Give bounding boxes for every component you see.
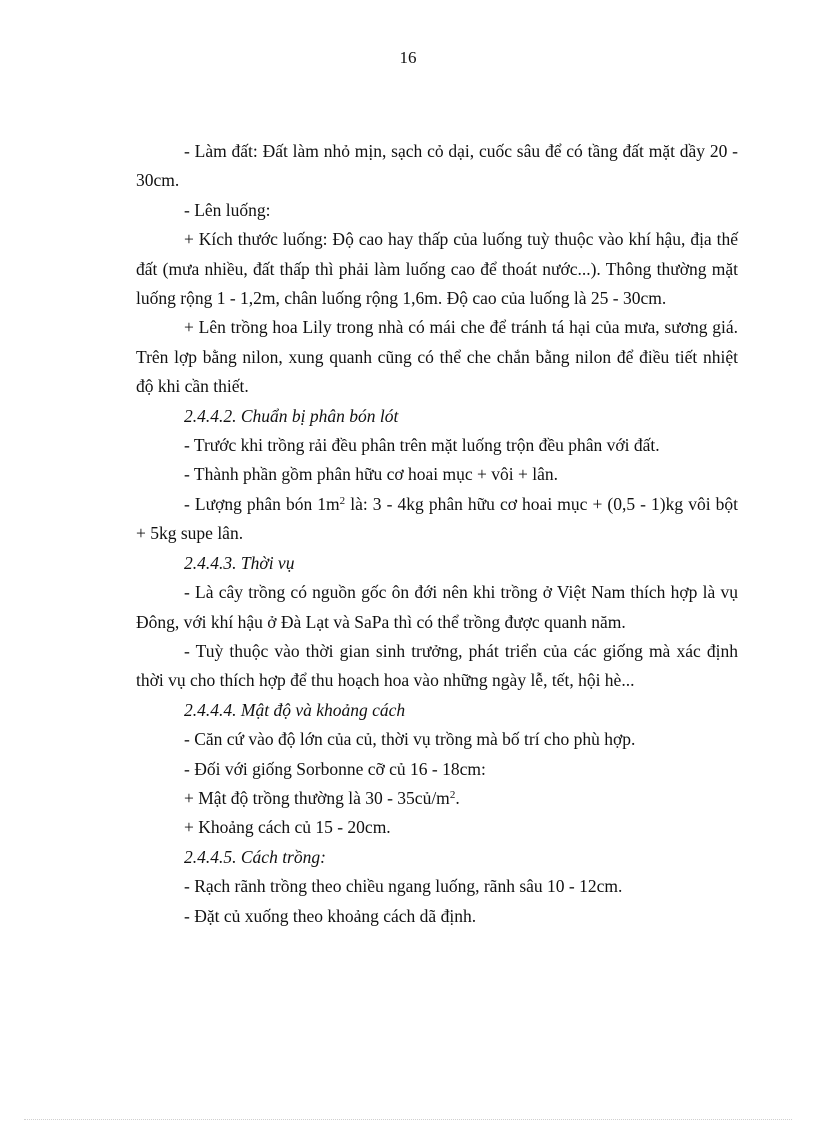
paragraph-bulb-spacing: + Khoảng cách củ 15 - 20cm. [184, 817, 391, 838]
paragraph-bed-making: - Lên luống: [184, 199, 271, 220]
paragraph-planting-density [136, 784, 738, 813]
superscript-exponent: 2 [339, 494, 346, 507]
paragraph-density-basis: - Căn cứ vào độ lớn của củ, thời vụ trồng mà bố trí cho phù hợp. [184, 729, 636, 750]
paragraph-land-preparation: - Làm đất: Đất làm nhỏ mịn, sạch cỏ dại, cuốc sâu để có tầng đất mặt dầy 20 - 30cm. [136, 141, 738, 191]
paragraph-season-climate: - Là cây trồng có nguồn gốc ôn đới nên khi trồng ở Việt Nam thích hợp là vụ Đông, với khí hậu ở Đà Lạt và SaPa thì có thể trồng được quanh năm. [136, 582, 738, 632]
section-heading-planting-method: 2.4.4.5. Cách trồng: [184, 846, 326, 867]
fertilizer-amount-text-start: - Lượng phân bón 1m [184, 493, 340, 514]
superscript-exponent: 2 [449, 788, 456, 801]
paragraph-season-timing: - Tuỳ thuộc vào thời gian sinh trưởng, phát triển của các giống mà xác định thời vụ cho thích hợp để thu hoạch hoa vào những ngày lễ, tết, hội hè... [136, 640, 738, 691]
fertilizer-amount-text-end: là: 3 - 4kg phân hữu cơ hoai mục + (0,5 - 1)kg vôi bột + 5kg supe lân. [136, 493, 738, 544]
bottom-divider [24, 1119, 792, 1120]
paragraph-greenhouse: + Lên trồng hoa Lily trong nhà có mái che để tránh tá hại của mưa, sương giá. Trên lợp bằng nilon, xung quanh cũng có thể che chắn bằng nilon để điều tiết nhiệt độ khi cần thiết. [136, 317, 738, 397]
paragraph-sorbonne-variety: - Đối với giống Sorbonne cỡ củ 16 - 18cm: [184, 758, 486, 779]
planting-density-text-end: . [455, 787, 460, 808]
section-heading-season: 2.4.4.3. Thời vụ [184, 552, 295, 573]
document-body [136, 137, 738, 931]
paragraph-fertilizer-spread: - Trước khi trồng rải đều phân trên mặt luống trộn đều phân với đất. [184, 435, 660, 456]
paragraph-furrow: - Rạch rãnh trồng theo chiều ngang luống, rãnh sâu 10 - 12cm. [184, 876, 623, 897]
paragraph-bed-size: + Kích thước luống: Độ cao hay thấp của luống tuỳ thuộc vào khí hậu, địa thế đất (mưa nhiều, đất thấp thì phải làm luống cao để thoát nước...). Thông thường mặt luống rộng 1 - 1,2m, chân luống rộng 1,6m. Độ cao của luống là 25 - 30cm. [136, 229, 738, 309]
section-heading-fertilizer: 2.4.4.2. Chuẩn bị phân bón lót [184, 405, 399, 426]
paragraph-fertilizer-composition: - Thành phần gồm phân hữu cơ hoai mục + vôi + lân. [184, 464, 558, 485]
planting-density-text-start: + Mật độ trồng thường là 30 - 35củ/m [184, 787, 450, 808]
page-number: 16 [399, 48, 417, 67]
section-heading-density: 2.4.4.4. Mật độ và khoảng cách [184, 699, 406, 720]
paragraph-fertilizer-amount [136, 490, 738, 549]
paragraph-place-bulbs: - Đặt củ xuống theo khoảng cách dã định. [184, 905, 477, 926]
